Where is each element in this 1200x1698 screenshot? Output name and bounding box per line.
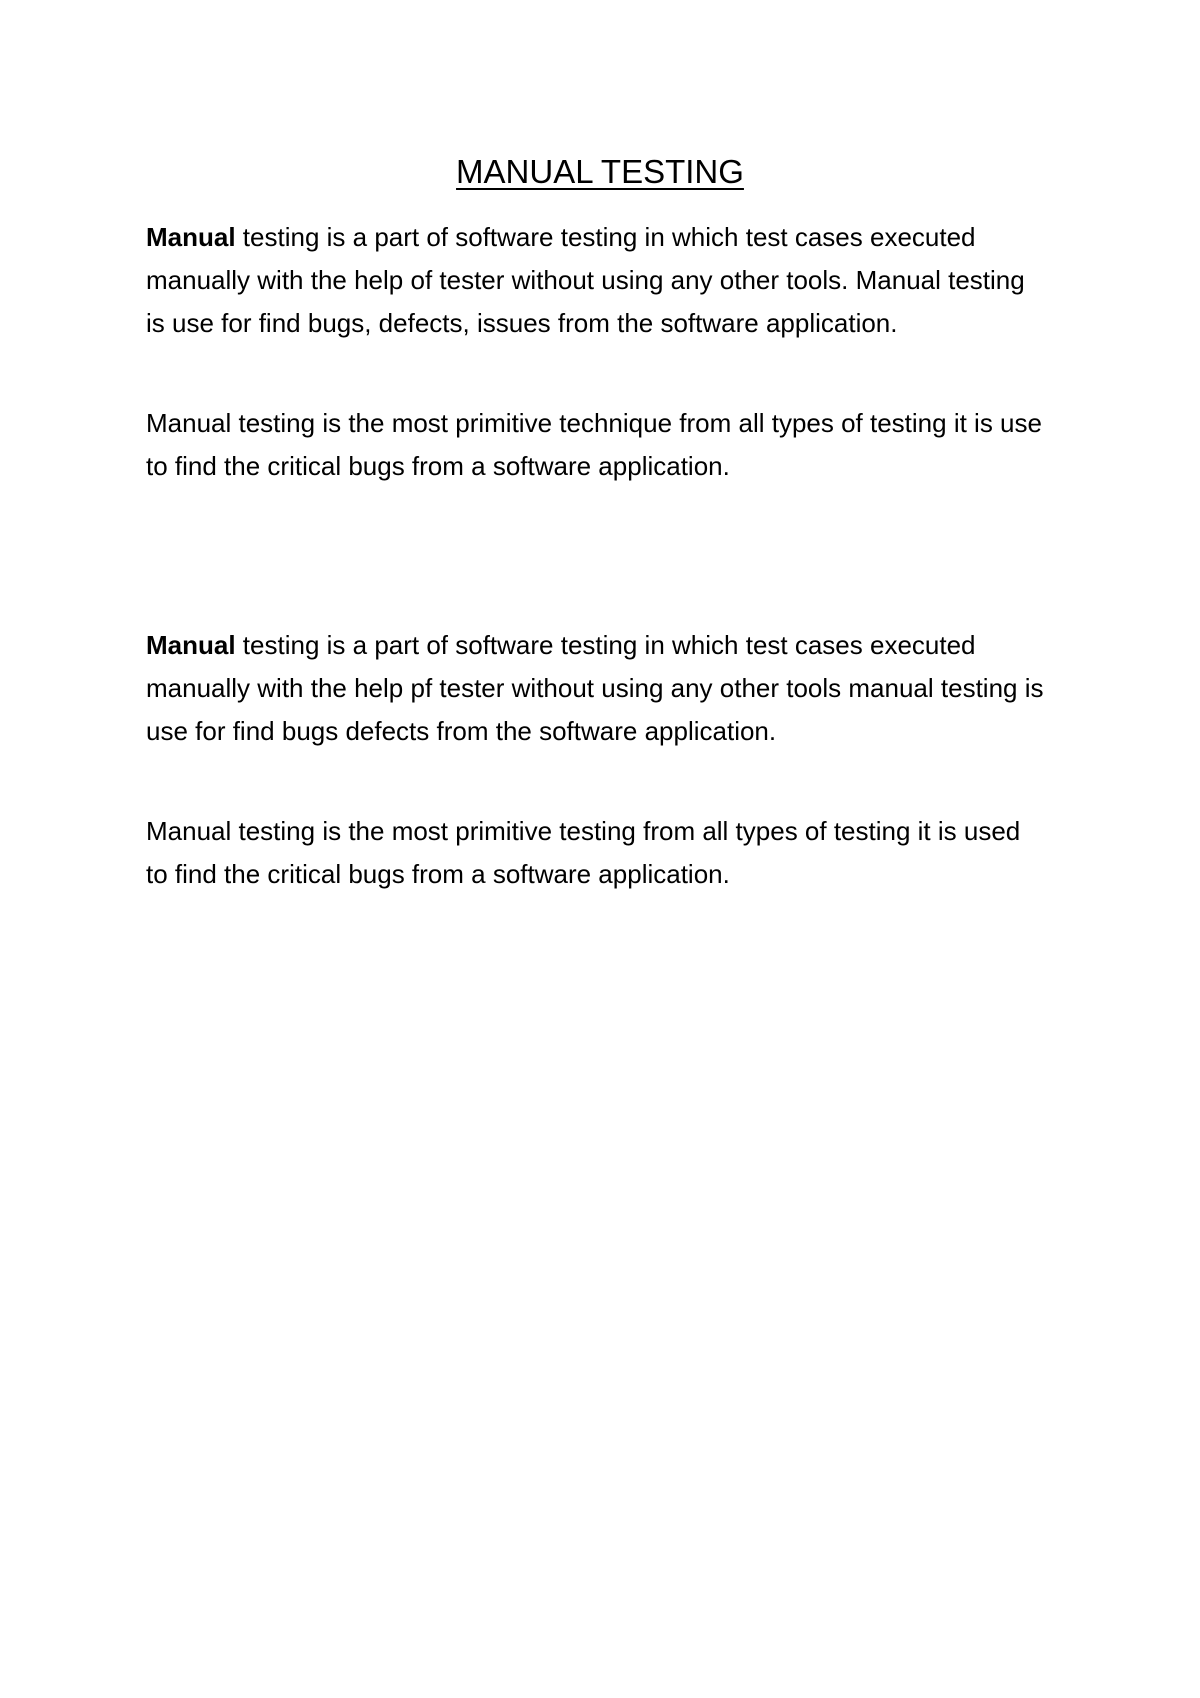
- paragraph-1-lead: Manual: [146, 222, 236, 252]
- paragraph-3: [146, 624, 1046, 753]
- paragraph-4-text: Manual testing is the most primitive testing from all types of testing it is used to find the critical bugs from a software application.: [146, 816, 1021, 889]
- paragraph-2-text: Manual testing is the most primitive technique from all types of testing it is use to find the critical bugs from a software application.: [146, 408, 1042, 481]
- paragraph-1: [146, 216, 1046, 345]
- paragraph-3-text: testing is a part of software testing in which test cases executed manually with the help pf tester without using any other tools manual testing is use for find bugs defects from the software application.: [146, 630, 1044, 746]
- paragraph-2: [146, 402, 1046, 488]
- paragraph-3-lead: Manual: [146, 630, 236, 660]
- paragraph-1-text: testing is a part of software testing in which test cases executed manually with the help of tester without using any other tools. Manual testing is use for find bugs, defects, issues from the software application.: [146, 222, 1025, 338]
- paragraph-4: [146, 810, 1046, 896]
- page-title: MANUAL TESTING: [456, 153, 744, 190]
